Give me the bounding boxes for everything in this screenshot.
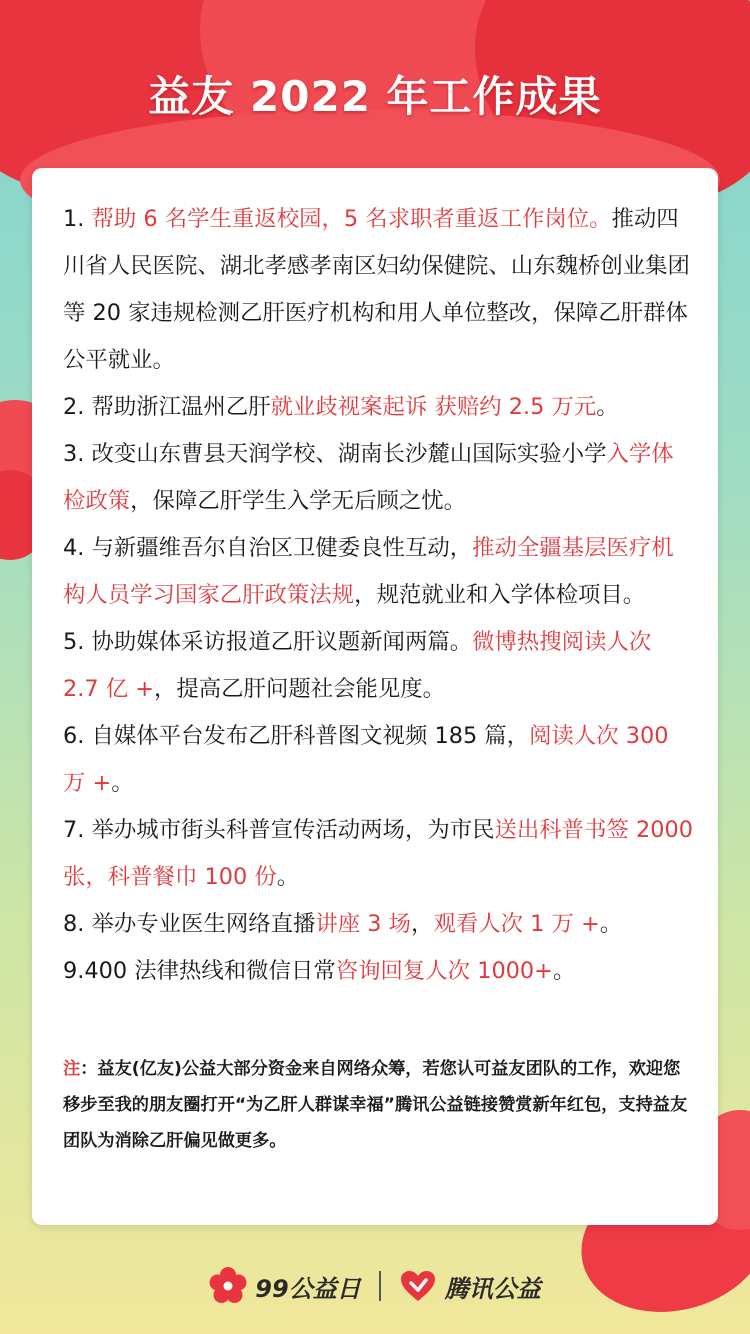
note-text: ：益友(亿友)公益大部分资金来自网络众筹，若您认可益友团队的工作，欢迎您移步至我的朋友圈打开“为乙肝人群谋幸福”腾讯公益链接赞赏新年红包，支持益友团队为消除乙肝偏见做更多。 [63, 1059, 688, 1151]
list-item: 9.400 法律热线和微信日常咨询回复人次 1000+。 [63, 958, 576, 984]
achievement-list [63, 196, 693, 995]
list-item: 1. 帮助 6 名学生重返校园，5 名求职者重返工作岗位。推动四川省人民医院、湖北孝感孝南区妇幼保健院、山东魏桥创业集团等 20 家违规检测乙肝医疗机构和用人单位整改，保障乙肝群体公平就业。 [63, 206, 690, 373]
list-item: 7. 举办城市街头科普宣传活动两场，为市民送出科普书签 2000 张，科普餐巾 100 份。 [63, 817, 693, 890]
footer-logos [0, 1262, 750, 1310]
page-title: 益友 2022 年工作成果 [148, 72, 602, 121]
logo1-text: 99公益日 [255, 1274, 361, 1303]
red-flower-icon [209, 1267, 247, 1305]
list-item: 2. 帮助浙江温州乙肝就业歧视案起诉 获赔约 2.5 万元。 [63, 394, 619, 420]
logo2-text: 腾讯公益 [444, 1274, 541, 1303]
footer-divider [379, 1271, 381, 1301]
list-item: 6. 自媒体平台发布乙肝科普图文视频 185 篇，阅读人次 300 万 +。 [63, 723, 669, 796]
list-item: 5. 协助媒体采访报道乙肝议题新闻两篇。微博热搜阅读人次 2.7 亿 +，提高乙肝问题社会能见度。 [63, 629, 652, 702]
note-label: 注 [63, 1059, 81, 1079]
list-item: 3. 改变山东曹县天润学校、湖南长沙麓山国际实验小学入学体检政策，保障乙肝学生入学无后顾之忧。 [63, 441, 674, 514]
99-gongyi-logo [209, 1267, 360, 1305]
list-item: 8. 举办专业医生网络直播讲座 3 场，观看人次 1 万 +。 [63, 911, 623, 937]
heart-icon [399, 1269, 437, 1303]
list-item: 4. 与新疆维吾尔自治区卫健委良性互动，推动全疆基层医疗机构人员学习国家乙肝政策法规，规范就业和入学体检项目。 [63, 535, 674, 608]
achievements-card [32, 168, 718, 1225]
donation-note [63, 1051, 693, 1159]
tencent-gongyi-logo [399, 1269, 541, 1304]
